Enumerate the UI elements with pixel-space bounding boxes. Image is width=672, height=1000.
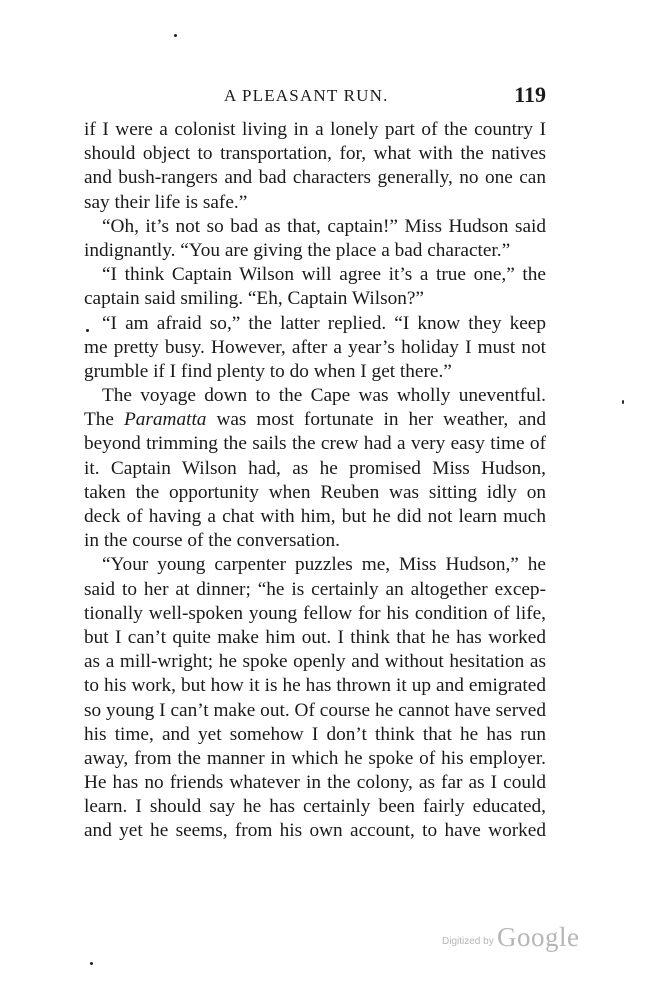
text-line: me pretty busy. However, after a year’s holiday I must not [84, 336, 546, 358]
text-line: “Your young carpenter puzzles me, Miss Hudson,” he [102, 554, 546, 576]
ship-name: Paramatta [123, 409, 207, 431]
text-line: grumble if I find plenty to do when I get there.” [84, 360, 452, 382]
text-line: indignantly. “You are giving the place a bad character.” [84, 239, 511, 261]
text-line: He has no friends whatever in the colony, as far as I could [84, 772, 546, 794]
scan-speck [86, 329, 89, 332]
text-line: “Oh, it’s not so bad as that, captain!” Miss Hudson said [102, 215, 546, 237]
text-line: as a mill-wright; he spoke openly and without hesitation as [84, 651, 546, 673]
text-line: said to her at dinner; “he is certainly an altogether excep- [84, 578, 546, 600]
text-line: it. Captain Wilson had, as he promised Miss Hudson, [84, 457, 546, 479]
body-text [84, 118, 546, 844]
page-number: 119 [514, 82, 546, 107]
text-line: if I were a colonist living in a lonely part of the country I [84, 119, 546, 140]
text-line: his time, and yet somehow I don’t think that he has run [84, 723, 546, 745]
digitized-watermark [442, 922, 592, 956]
text-line: away, from the manner in which he spoke of his employer. [84, 747, 546, 769]
text-line: “I think Captain Wilson will agree it’s a true one,” the [102, 264, 546, 286]
scan-speck [622, 400, 624, 404]
watermark-caption: Digitized by [442, 936, 494, 947]
google-logo: Google [497, 922, 580, 952]
text-line: The voyage down to the Cape was wholly uneventful. [102, 385, 546, 407]
running-title: A PLEASANT RUN. [224, 86, 389, 105]
text-line: and bush-rangers and bad characters generally, no one can [84, 167, 546, 189]
text-line: so young I can’t make out. Of course he cannot have served [84, 699, 546, 721]
text-line: should object to transportation, for, what with the natives [84, 143, 546, 165]
text-line: to his work, but how it is he has thrown it up and emigrated [84, 675, 546, 697]
text-line: The Paramatta was most fortunate in her weather, and [84, 409, 546, 431]
text-line: captain said smiling. “Eh, Captain Wilson?” [84, 288, 424, 310]
scan-speck [90, 962, 93, 965]
text-line: tionally well-spoken young fellow for his condition of life, [84, 602, 546, 624]
text-line: in the course of the conversation. [84, 530, 340, 552]
text-line: say their life is safe.” [84, 191, 248, 213]
scan-speck [174, 34, 177, 37]
text-line: beyond trimming the sails the crew had a very easy time of [84, 433, 546, 455]
text-line: “I am afraid so,” the latter replied. “I know they keep [102, 312, 546, 334]
text-line: but I can’t quite make him out. I think that he has worked [84, 626, 546, 648]
page-header [84, 82, 546, 116]
text-line: deck of having a chat with him, but he did not learn much [84, 506, 546, 527]
text-line: and yet he seems, from his own account, to have worked [84, 820, 546, 842]
text-line: learn. I should say he has certainly been fairly educated, [84, 796, 546, 818]
text-line: taken the opportunity when Reuben was sitting idly on [84, 481, 546, 503]
